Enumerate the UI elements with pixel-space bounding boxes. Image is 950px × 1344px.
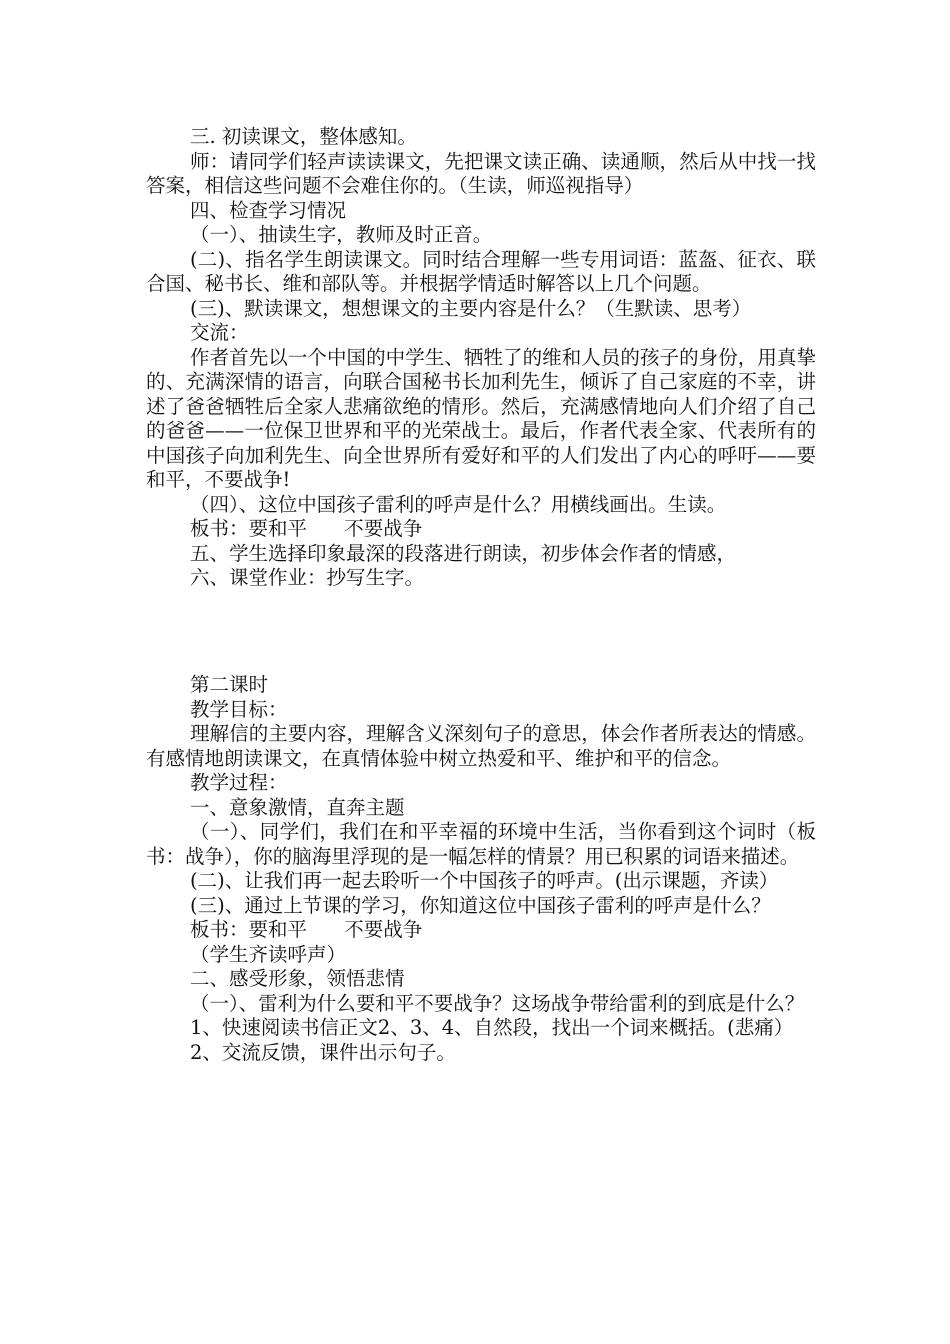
paragraph: （四）、这位中国孩子雷利的呼声是什么？用横线画出。生读。 [190, 492, 727, 516]
paragraph: 师：请同学们轻声读读课文，先把课文读正确、读通顺，然后从中找一找答案，相信这些问题不会难住你的。（生读，师巡视指导） [146, 149, 816, 197]
board-writing: 板书：要和平 不要战争 [190, 918, 423, 941]
paragraph: 五、学生选择印象最深的段落进行朗读，初步体会作者的情感， [190, 541, 737, 565]
paragraph: 交流： [190, 321, 249, 344]
paragraph: 1、快速阅读书信正文2、3、4、自然段，找出一个词来概括。(悲痛） [190, 1016, 794, 1039]
paragraph: （一）、抽读生字，教师及时正音。 [190, 223, 493, 246]
paragraph: 理解信的主要内容，理解含义深刻句子的意思，体会作者所表达的情感。有感情地朗读课文，在真情体验中树立热爱和平、维护和平的信念。 [146, 722, 816, 770]
paragraph: 2、交流反馈，课件出示句子。 [190, 1040, 456, 1064]
paragraph: 四、检查学习情况 [190, 198, 347, 222]
paragraph: 二、感受形象，领悟悲情 [190, 967, 405, 990]
paragraph: 作者首先以一个中国的中学生、牺牲了的维和人员的孩子的身份，用真挚的、充满深情的语言，向联合国秘书长加利先生，倾诉了自己家庭的不幸，讲述了爸爸牺牲后全家人悲痛欲绝的情形。然后，充满感情地向人们介绍了自己的爸爸——一位保卫世界和平的光荣战士。最后，作者代表全家、代表所有的中国孩子向加利先生、向全世界所有爱好和平的人们发出了内心的呼吁——要和平，不要战争! [146, 345, 816, 491]
paragraph: (二)、让我们再一起去聆听一个中国孩子的呼声。(出示课题，齐读） [190, 869, 779, 892]
paragraph: （一）、雷利为什么要和平不要战争？这场战争带给雷利的到底是什么？ [190, 991, 805, 1015]
paragraph: 教学过程： [190, 771, 288, 794]
paragraph: （学生齐读呼声） [190, 942, 347, 966]
paragraph: 一、意象激情，直奔主题 [190, 795, 405, 819]
board-writing: 板书：要和平 不要战争 [190, 517, 423, 540]
paragraph: (三)、默读课文，想想课文的主要内容是什么？（生默读、思考） [190, 296, 752, 320]
section-heading: 第二课时 [190, 673, 269, 696]
paragraph: (二)、指名学生朗读课文。同时结合理解一些专用词语：蓝盔、征衣、联合国、秘书长、维和部队等。并根据学情适时解答以上几个问题。 [146, 247, 816, 295]
lesson-two-section [146, 673, 816, 1065]
paragraph: 六、课堂作业：抄写生字。 [190, 566, 425, 589]
paragraph: （一）、同学们，我们在和平幸福的环境中生活，当你看到这个词时（板书：战争），你的脑海里浮现的是一幅怎样的情景？用已积累的词语来描述。 [146, 820, 816, 868]
lesson-one-section [146, 125, 816, 591]
paragraph: 教学目标： [190, 697, 288, 721]
paragraph: 三. 初读课文，整体感知。 [190, 125, 417, 148]
paragraph: (三)、通过上节课的学习，你知道这位中国孩子雷利的呼声是什么？ [190, 893, 771, 917]
